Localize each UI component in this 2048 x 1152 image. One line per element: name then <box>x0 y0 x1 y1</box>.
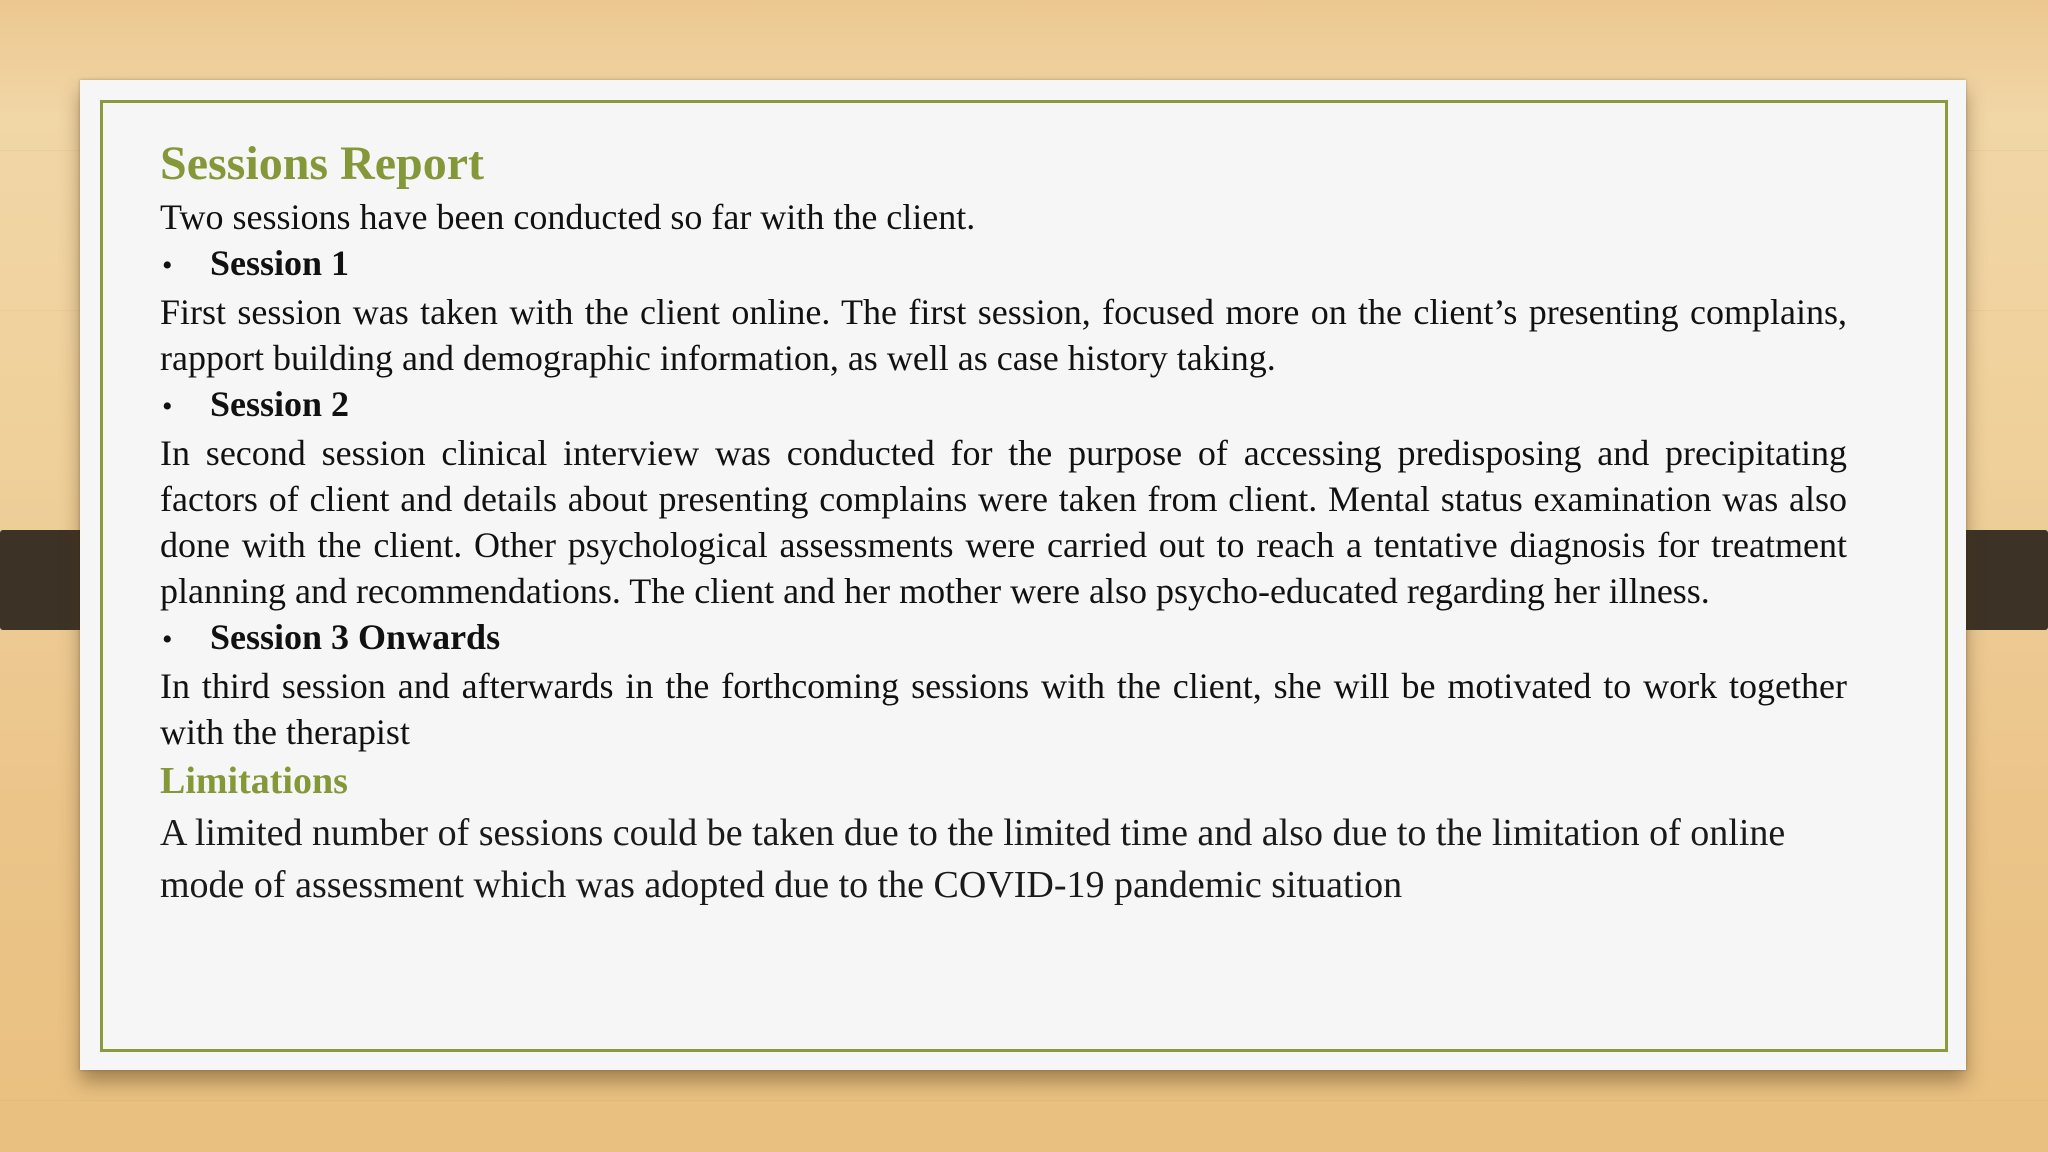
session-3-title: Session 3 Onwards <box>210 617 501 657</box>
session-1-text: First session was taken with the client online. The first session, focused more on the client’s presenting complains, rapport building and demographic information, as well as case history taking. <box>160 292 1847 378</box>
slide-card <box>80 80 1966 1070</box>
session-3-heading <box>160 614 1847 663</box>
bullet-icon: • <box>162 390 173 423</box>
session-2-heading <box>160 381 1847 430</box>
session-2-text: In second session clinical interview was conducted for the purpose of accessing predisposing and precipitating factors of client and details about presenting complains were taken from client. Mental status examination was also done with the client. Other psychological assessments were carried out to reach a tentative diagnosis for treatment planning and recommendations. The client and her mother were also psycho-educated regarding her illness. <box>160 433 1847 611</box>
session-1-heading <box>160 240 1847 289</box>
limitations-text: A limited number of sessions could be taken due to the limited time and also due to the limitation of online mode of assessment which was adopted due to the COVID-19 pandemic situation <box>160 812 1786 906</box>
slide-content <box>160 134 1847 911</box>
session-3-text: In third session and afterwards in the forthcoming sessions with the client, she will be motivated to work together with the therapist <box>160 666 1847 752</box>
slide-title: Sessions Report <box>160 137 485 190</box>
bullet-icon: • <box>162 249 173 282</box>
intro-text: Two sessions have been conducted so far with the client. <box>160 197 976 237</box>
bullet-icon: • <box>162 623 173 656</box>
session-1-title: Session 1 <box>210 243 350 283</box>
limitations-heading: Limitations <box>160 760 348 802</box>
session-2-title: Session 2 <box>210 384 350 424</box>
